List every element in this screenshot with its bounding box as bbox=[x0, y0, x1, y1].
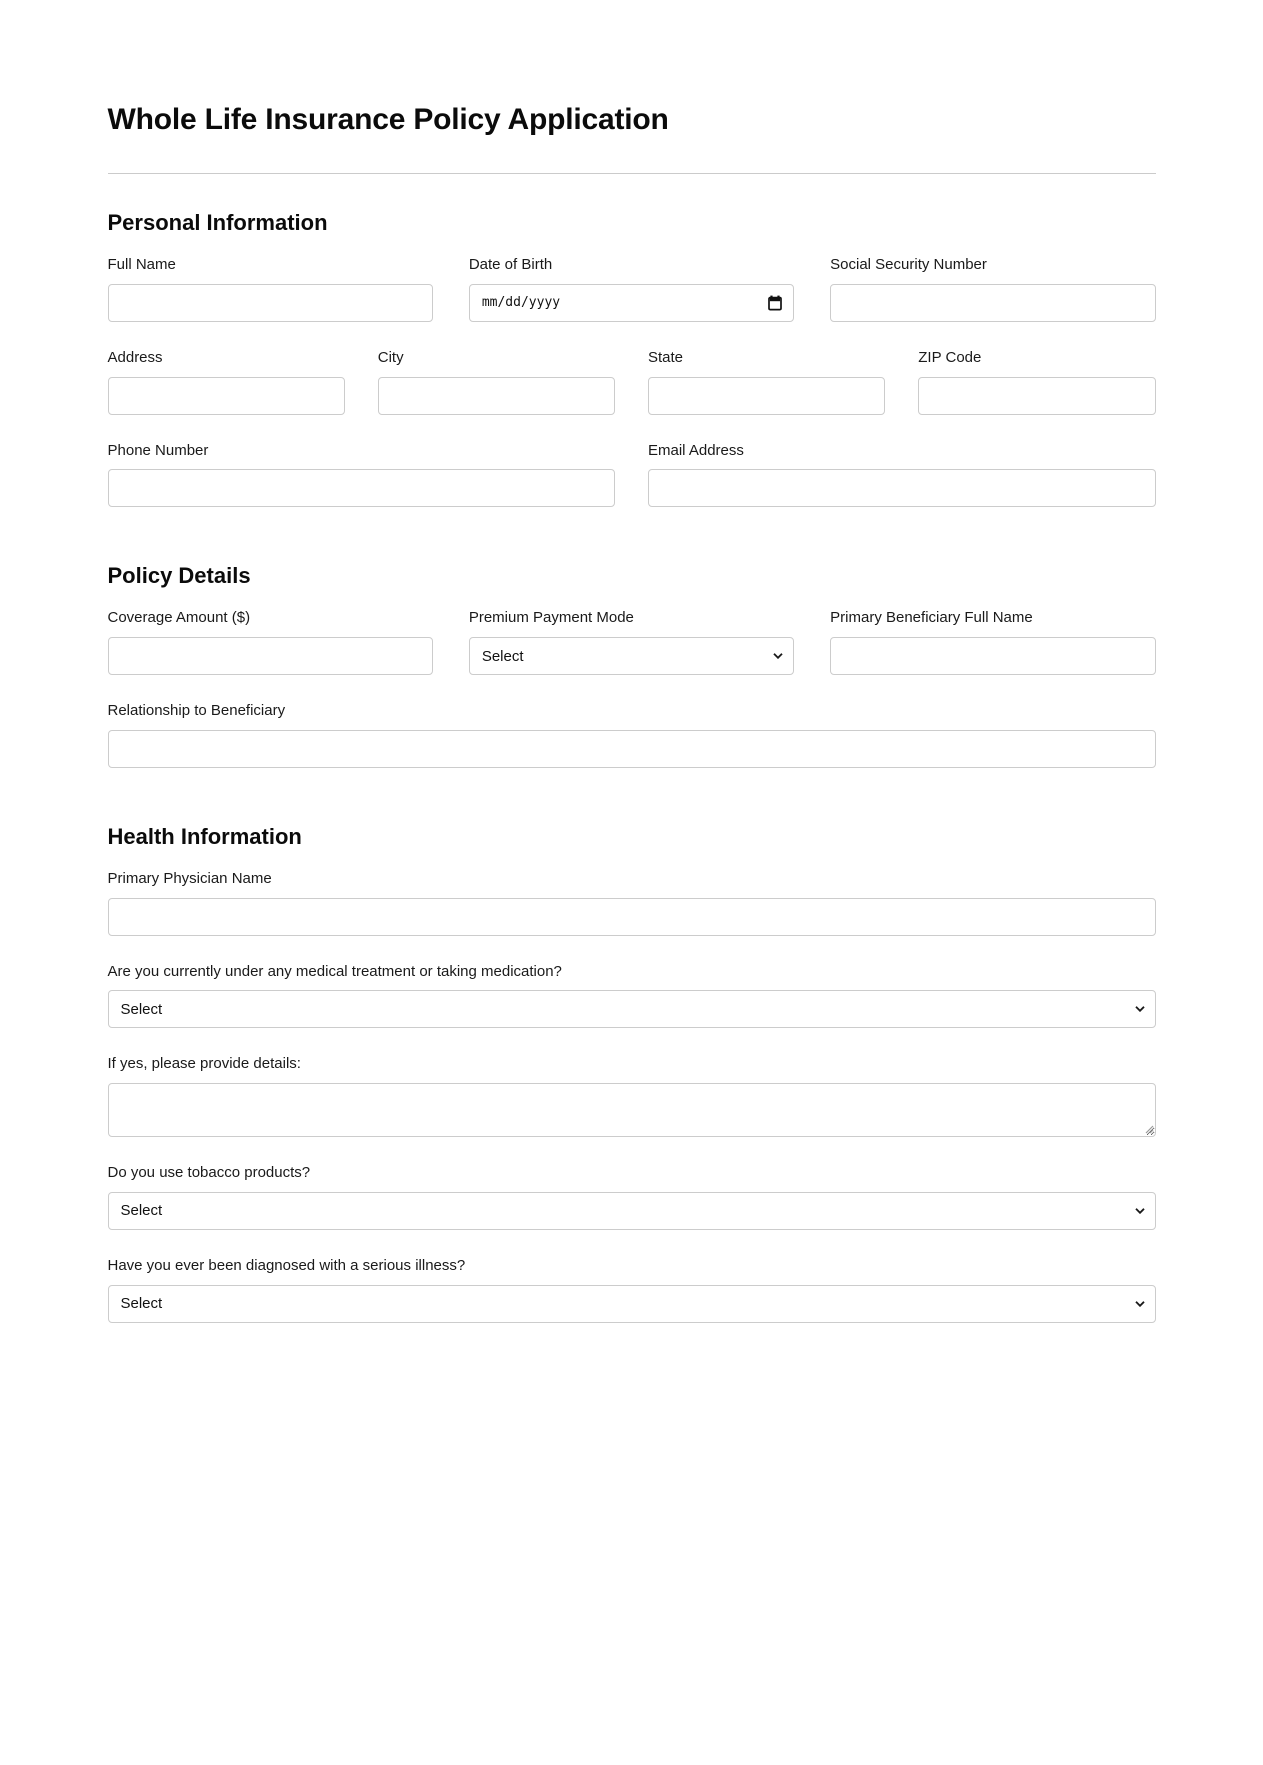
primary-physician-input[interactable] bbox=[108, 898, 1156, 936]
tobacco-label: Do you use tobacco products? bbox=[107, 1164, 311, 1181]
medical-treatment-field bbox=[108, 963, 1156, 1029]
address-input[interactable] bbox=[108, 377, 345, 415]
premium-payment-mode-field bbox=[469, 609, 794, 675]
email-address-field bbox=[648, 442, 1156, 508]
calendar-icon[interactable] bbox=[768, 295, 782, 311]
medical-treatment-select[interactable] bbox=[108, 990, 1156, 1028]
full-name-label: Full Name bbox=[107, 256, 176, 273]
ssn-field bbox=[830, 256, 1155, 322]
state-field bbox=[648, 349, 885, 415]
zip-code-input[interactable] bbox=[918, 377, 1155, 415]
zip-code-field bbox=[918, 349, 1155, 415]
section-policy-details bbox=[108, 563, 1156, 768]
coverage-amount-input[interactable] bbox=[108, 637, 433, 675]
address-field bbox=[108, 349, 345, 415]
city-field bbox=[378, 349, 615, 415]
form-container bbox=[108, 0, 1156, 1323]
title-divider bbox=[108, 173, 1156, 174]
phone-number-field bbox=[108, 442, 616, 508]
relationship-to-beneficiary-input[interactable] bbox=[108, 730, 1156, 768]
section-health-information bbox=[108, 824, 1156, 1323]
date-of-birth-input[interactable] bbox=[469, 284, 794, 322]
phone-number-label: Phone Number bbox=[107, 441, 209, 459]
relationship-to-beneficiary-field bbox=[108, 702, 1156, 768]
personal-information-heading: Personal Information bbox=[107, 210, 328, 235]
ssn-input[interactable] bbox=[830, 284, 1155, 322]
health-information-heading: Health Information bbox=[107, 823, 302, 849]
serious-illness-select[interactable] bbox=[108, 1285, 1156, 1323]
email-address-label: Email Address bbox=[648, 441, 744, 459]
policy-details-heading: Policy Details bbox=[107, 563, 251, 589]
email-address-input[interactable] bbox=[648, 469, 1156, 507]
city-input[interactable] bbox=[378, 377, 615, 415]
state-input[interactable] bbox=[648, 377, 885, 415]
section-personal-information bbox=[108, 210, 1156, 507]
date-of-birth-field bbox=[469, 256, 794, 322]
zip-code-label: ZIP Code bbox=[918, 348, 982, 366]
medical-treatment-label: Are you currently under any medical treatment or taking medication? bbox=[107, 962, 562, 980]
tobacco-field bbox=[108, 1164, 1156, 1230]
page-title: Whole Life Insurance Policy Application bbox=[107, 103, 669, 136]
primary-physician-field bbox=[108, 870, 1156, 936]
primary-physician-label: Primary Physician Name bbox=[107, 869, 272, 887]
primary-beneficiary-field bbox=[830, 609, 1155, 675]
address-label: Address bbox=[107, 348, 163, 366]
premium-payment-mode-select[interactable] bbox=[469, 637, 794, 675]
tobacco-select[interactable] bbox=[108, 1192, 1156, 1230]
state-label: State bbox=[648, 348, 684, 366]
date-of-birth-label: Date of Birth bbox=[468, 256, 553, 273]
phone-number-input[interactable] bbox=[108, 469, 616, 507]
treatment-details-textarea[interactable] bbox=[108, 1083, 1156, 1137]
coverage-amount-field bbox=[108, 609, 433, 675]
treatment-details-label: If yes, please provide details: bbox=[107, 1055, 301, 1073]
treatment-details-field bbox=[108, 1055, 1156, 1137]
primary-beneficiary-input[interactable] bbox=[830, 637, 1155, 675]
primary-beneficiary-label: Primary Beneficiary Full Name bbox=[830, 609, 1033, 627]
coverage-amount-label: Coverage Amount ($) bbox=[107, 609, 251, 627]
serious-illness-label: Have you ever been diagnosed with a serious illness? bbox=[107, 1256, 466, 1274]
serious-illness-field bbox=[108, 1257, 1156, 1323]
relationship-to-beneficiary-label: Relationship to Beneficiary bbox=[107, 702, 286, 719]
ssn-label: Social Security Number bbox=[830, 256, 987, 273]
full-name-field bbox=[108, 256, 433, 322]
premium-payment-mode-label: Premium Payment Mode bbox=[468, 609, 634, 627]
full-name-input[interactable] bbox=[108, 284, 433, 322]
city-label: City bbox=[377, 348, 404, 366]
